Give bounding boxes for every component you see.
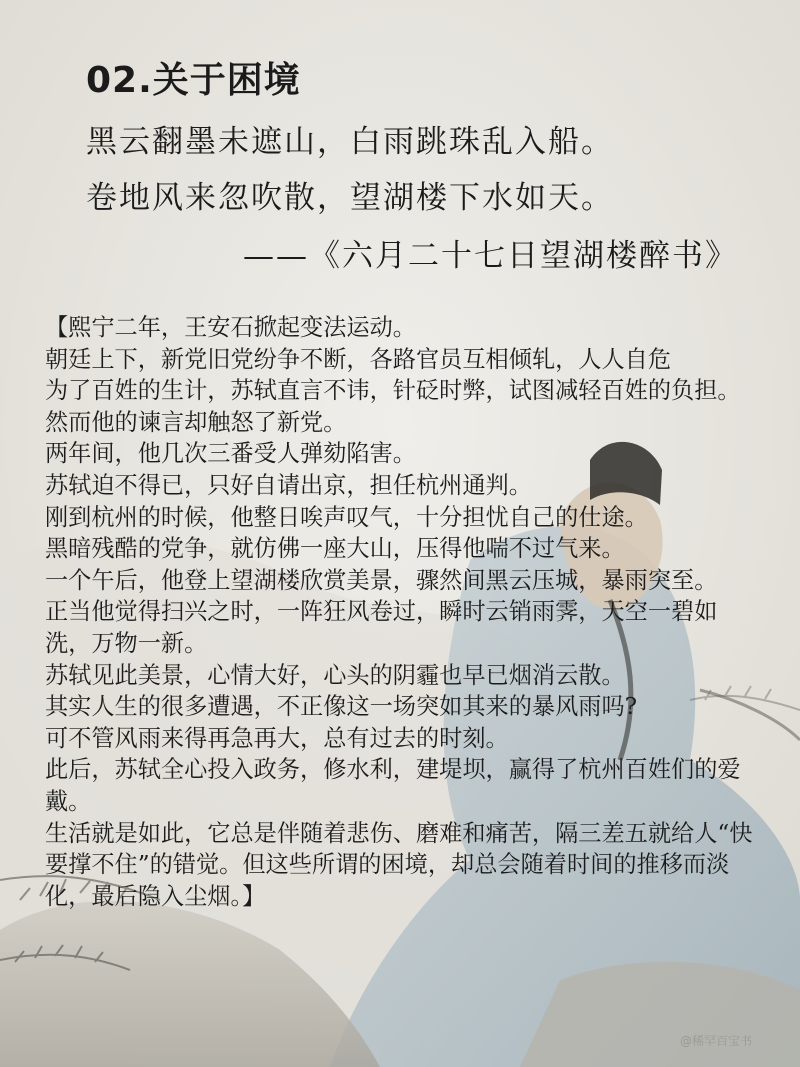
paragraph: 一个午后，他登上望湖楼欣赏美景，骤然间黑云压城，暴雨突至。 — [45, 566, 718, 594]
watermark-handle: @稀罕百宝书 — [679, 1034, 752, 1048]
paragraph: 苏轼见此美景，心情大好，心头的阴霾也早已烟消云散。 — [45, 661, 625, 689]
poem-source: ——《六月二十七日望湖楼醉书》 — [243, 238, 738, 274]
prose-body — [45, 312, 761, 912]
poem-line-2: 卷地风来忽吹散，望湖楼下水如天。 — [86, 180, 614, 216]
paragraph: 朝廷上下，新党旧党纷争不断，各路官员互相倾轧，人人自危 — [45, 345, 672, 373]
paragraph: 刚到杭州的时候，他整日唉声叹气，十分担忧自己的仕途。 — [45, 503, 648, 531]
paragraph: 黑暗残酷的党争，就仿佛一座大山，压得他喘不过气来。 — [45, 535, 625, 563]
paragraph: 正当他觉得扫兴之时，一阵狂风卷过，瞬时云销雨霁，天空一碧如洗，万物一新。 — [45, 598, 718, 657]
paragraph: 可不管风雨来得再急再大，总有过去的时刻。 — [45, 724, 509, 752]
section-title: 02.关于困境 — [86, 60, 301, 101]
poem-line-1: 黑云翻墨未遮山，白雨跳珠乱入船。 — [86, 124, 614, 160]
paragraph: 为了百姓的生计，苏轼直言不讳，针砭时弊，试图减轻百姓的负担。 — [45, 377, 741, 405]
paragraph: 然而他的谏言却触怒了新党。 — [45, 408, 347, 436]
paragraph: 此后，苏轼全心投入政务，修水利，建堤坝，赢得了杭州百姓们的爱戴。 — [45, 756, 741, 815]
paragraph: 两年间，他几次三番受人弹劾陷害。 — [45, 440, 416, 468]
paragraph: 生活就是如此，它总是伴随着悲伤、磨难和痛苦，隔三差五就给人“快要撑不住”的错觉。但这些所谓的困境，却总会随着时间的推移而淡化，最后隐入尘烟。】 — [45, 819, 753, 910]
paragraph: 【熙宁二年，王安石掀起变法运动。 — [45, 314, 416, 341]
paragraph: 苏轼迫不得已，只好自请出京，担任杭州通判。 — [45, 471, 532, 499]
paragraph: 其实人生的很多遭遇，不正像这一场突如其来的暴风雨吗? — [45, 693, 638, 721]
